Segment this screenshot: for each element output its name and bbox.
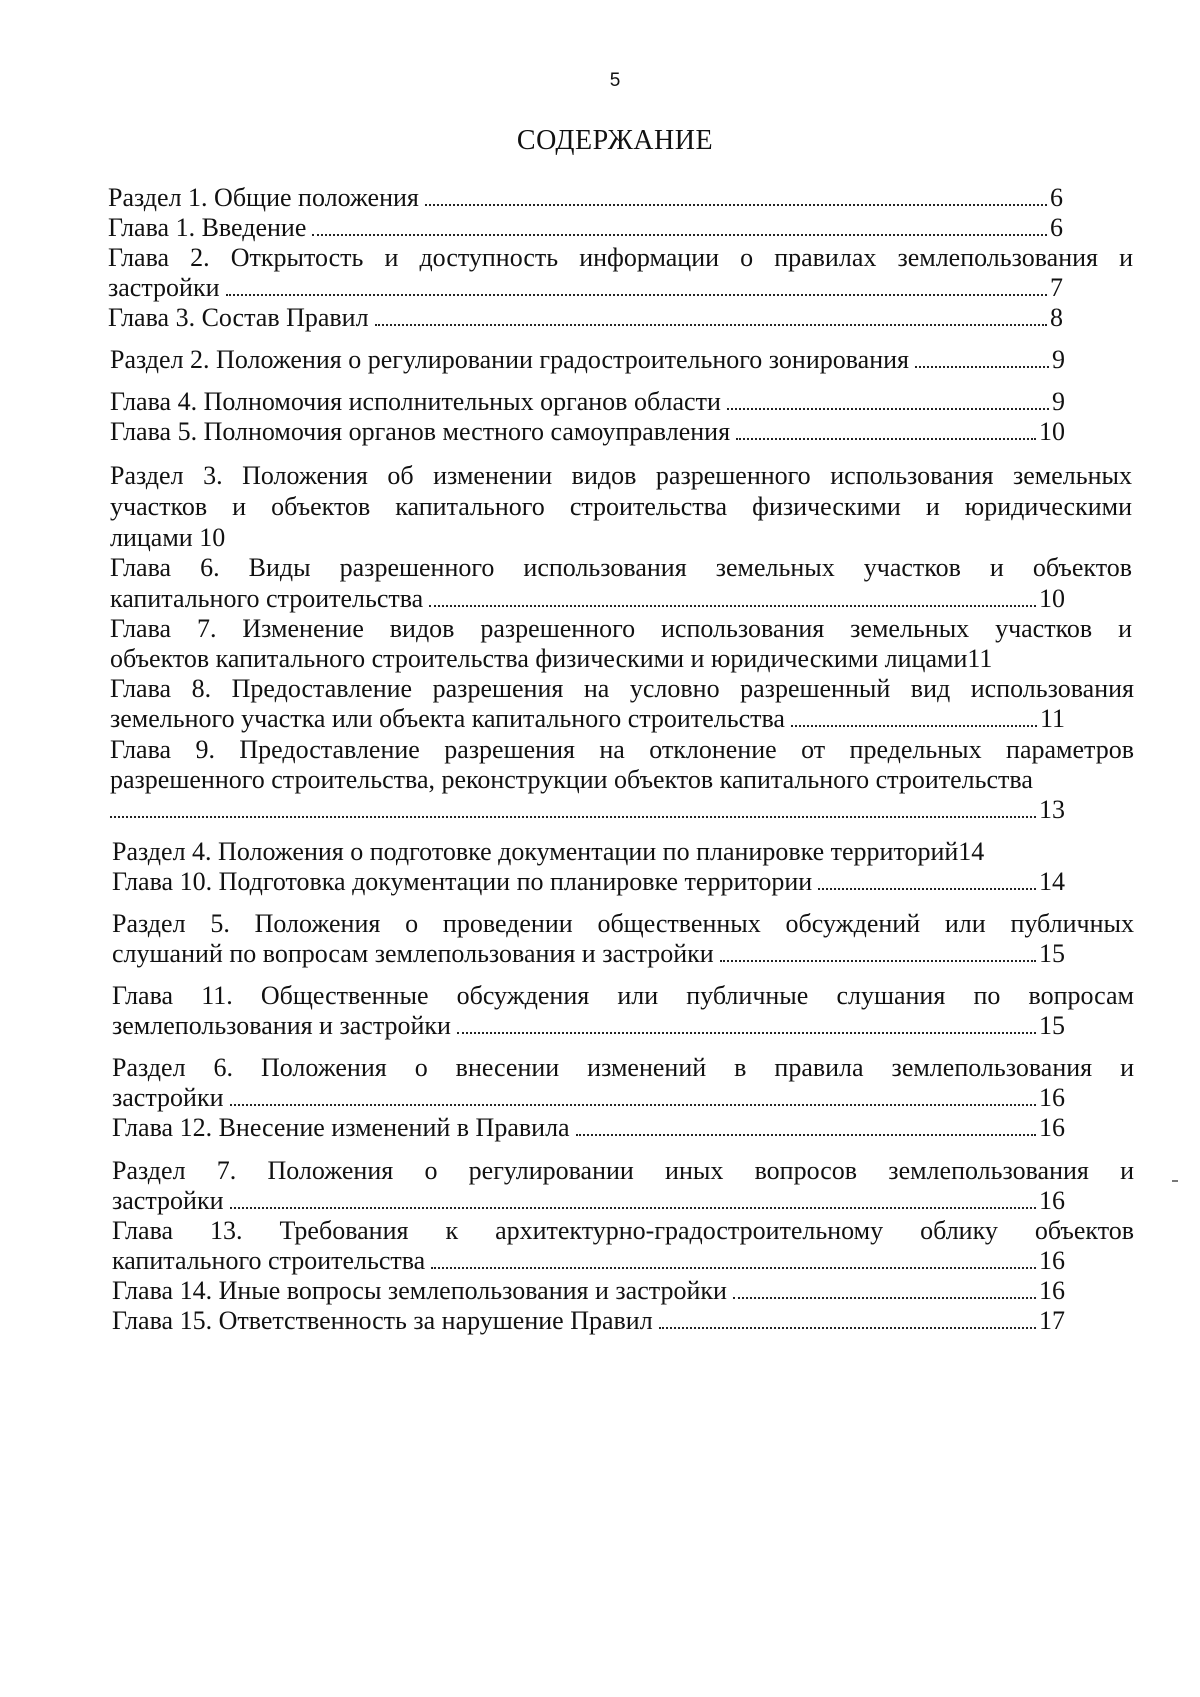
toc-entry-text: Глава 12. Внесение изменений в Правила <box>112 1113 570 1142</box>
toc-entry[interactable] <box>110 344 1065 376</box>
toc-entry-text: земельного участка или объекта капитального строительства <box>110 704 785 733</box>
toc-entry[interactable] <box>112 1245 1065 1277</box>
toc-entry-text: Раздел 1. Общие положения <box>108 183 419 212</box>
toc-entry-text: лицами 10 <box>110 523 226 552</box>
leader-dots <box>230 1104 1037 1106</box>
toc-entry-page: 9 <box>1052 345 1065 374</box>
toc-entry[interactable] <box>112 1215 1134 1247</box>
toc-entry-text: Глава 11. Общественные обсуждения или публичные слушания по вопросам <box>112 981 1134 1010</box>
toc-entry[interactable] <box>108 272 1063 304</box>
toc-entry[interactable] <box>112 1052 1134 1084</box>
page-title: СОДЕРЖАНИЕ <box>516 125 714 156</box>
toc-entry-text: Глава 1. Введение <box>108 213 307 242</box>
toc-entry[interactable] <box>112 1010 1065 1042</box>
toc-entry[interactable] <box>110 643 992 675</box>
toc-entry[interactable] <box>108 182 1063 214</box>
toc-entry[interactable] <box>112 1305 1065 1337</box>
toc-entry[interactable] <box>112 1112 1065 1144</box>
toc-entry-text: Глава 3. Состав Правил <box>108 303 369 332</box>
toc-entry-text: капитального строительства <box>110 584 424 613</box>
leader-dots <box>915 366 1049 368</box>
toc-entry-text: Глава 13. Требования к архитектурно-градостроительному облику объектов <box>112 1216 1134 1245</box>
toc-entry[interactable] <box>110 522 225 554</box>
leader-dots <box>659 1327 1036 1329</box>
toc-entry[interactable] <box>112 980 1134 1012</box>
toc-entry-text: Раздел 5. Положения о проведении общественных обсуждений или публичных <box>112 909 1134 938</box>
toc-entry-text: разрешенного строительства, реконструкции объектов капитального строительства <box>110 765 1033 794</box>
toc-entry[interactable] <box>110 552 1132 584</box>
toc-entry[interactable] <box>110 673 1134 705</box>
toc-entry[interactable] <box>112 1185 1065 1217</box>
leader-dots <box>431 1267 1036 1269</box>
toc-entry-text: Глава 9. Предоставление разрешения на отклонение от предельных параметров <box>110 735 1134 764</box>
toc-entry[interactable] <box>110 386 1065 418</box>
toc-entry-text: капитального строительства <box>112 1246 426 1275</box>
toc-entry-page: 9 <box>1052 387 1065 416</box>
scan-edge-mark <box>1172 1180 1178 1182</box>
toc-entry[interactable] <box>110 703 1065 735</box>
leader-dots <box>110 816 1036 818</box>
toc-entry-page: 16 <box>1039 1113 1065 1142</box>
toc-entry-text: застройки <box>112 1186 224 1215</box>
toc-entry-page: 8 <box>1050 303 1063 332</box>
toc-entry-text: Глава 5. Полномочия органов местного самоуправления <box>110 417 731 446</box>
toc-entry-page: 17 <box>1039 1306 1065 1335</box>
toc-entry[interactable] <box>108 242 1133 274</box>
toc-entry[interactable] <box>112 1082 1065 1114</box>
toc-entry[interactable] <box>110 734 1134 766</box>
leader-dots <box>457 1032 1036 1034</box>
toc-entry-text: Глава 6. Виды разрешенного использования земельных участков и объектов <box>110 553 1132 582</box>
toc-entry-text: Глава 7. Изменение видов разрешенного использования земельных участков и <box>110 614 1132 643</box>
toc-entry[interactable] <box>110 416 1065 448</box>
toc-entry-page: 16 <box>1039 1186 1065 1215</box>
leader-dots <box>425 204 1047 206</box>
toc-entry[interactable] <box>110 794 1065 826</box>
toc-entry-page: 16 <box>1039 1083 1065 1112</box>
toc-entry[interactable] <box>108 302 1063 334</box>
leader-dots <box>226 294 1048 296</box>
toc-entry-text: Глава 10. Подготовка документации по планировке территории <box>112 867 813 896</box>
toc-entry-text: застройки <box>112 1083 224 1112</box>
leader-dots <box>312 234 1047 236</box>
toc-entry-page: 6 <box>1050 183 1063 212</box>
toc-entry-page: 16 <box>1039 1276 1065 1305</box>
leader-dots <box>230 1207 1037 1209</box>
toc-entry[interactable] <box>112 1155 1134 1187</box>
toc-entry-text: слушаний по вопросам землепользования и застройки <box>112 939 714 968</box>
toc-entry[interactable] <box>110 583 1065 615</box>
toc-entry-page: 7 <box>1050 273 1063 302</box>
leader-dots <box>727 408 1049 410</box>
toc-entry[interactable] <box>110 764 1033 796</box>
toc-entry-text: Глава 15. Ответственность за нарушение Правил <box>112 1306 653 1335</box>
toc-entry[interactable] <box>112 908 1134 940</box>
toc-entry-page: 15 <box>1039 939 1065 968</box>
toc-entry-text: Глава 2. Открытость и доступность информации о правилах землепользования и <box>108 243 1133 272</box>
toc-entry-text: Глава 14. Иные вопросы землепользования и застройки <box>112 1276 727 1305</box>
leader-dots <box>736 438 1036 440</box>
toc-entry[interactable] <box>110 460 1132 492</box>
toc-entry-text: Раздел 6. Положения о внесении изменений в правила землепользования и <box>112 1053 1134 1082</box>
toc-entry-page: 10 <box>1039 584 1065 613</box>
toc-entry-text: землепользования и застройки <box>112 1011 451 1040</box>
toc-entry-text: Раздел 3. Положения об изменении видов разрешенного использования земельных <box>110 461 1132 490</box>
toc-entry-text: Глава 4. Полномочия исполнительных органов области <box>110 387 721 416</box>
toc-entry[interactable] <box>110 613 1132 645</box>
toc-entry-text: Раздел 7. Положения о регулировании иных вопросов землепользования и <box>112 1156 1134 1185</box>
leader-dots <box>720 960 1036 962</box>
toc-entry[interactable] <box>112 1275 1065 1307</box>
toc-entry-text: Раздел 2. Положения о регулировании градостроительного зонирования <box>110 345 910 374</box>
toc-entry[interactable] <box>112 866 1065 898</box>
toc-entry-page: 15 <box>1039 1011 1065 1040</box>
page-number: 5 <box>609 70 621 91</box>
leader-dots <box>429 605 1036 607</box>
toc-entry-text: Раздел 4. Положения о подготовке документации по планировке территорий14 <box>112 837 985 866</box>
toc-entry[interactable] <box>110 491 1132 523</box>
toc-entry[interactable] <box>108 212 1063 244</box>
leader-dots <box>576 1134 1036 1136</box>
toc-entry-text: объектов капитального строительства физическими и юридическими лицами11 <box>110 644 993 673</box>
toc-entry-page: 10 <box>1039 417 1065 446</box>
toc-entry-page: 14 <box>1039 867 1065 896</box>
toc-entry[interactable] <box>112 836 984 868</box>
toc-entry-page: 16 <box>1039 1246 1065 1275</box>
toc-entry-text: застройки <box>108 273 220 302</box>
toc-entry-page: 6 <box>1050 213 1063 242</box>
leader-dots <box>733 1297 1036 1299</box>
toc-entry-page: 11 <box>1039 704 1065 733</box>
leader-dots <box>818 888 1036 890</box>
toc-entry-text: участков и объектов капитального строительства физическими и юридическими <box>110 492 1132 521</box>
toc-entry-text: Глава 8. Предоставление разрешения на условно разрешенный вид использования <box>110 674 1134 703</box>
toc-entry-page: 13 <box>1039 795 1065 824</box>
leader-dots <box>375 324 1047 326</box>
toc-entry[interactable] <box>112 938 1065 970</box>
leader-dots <box>791 725 1037 727</box>
